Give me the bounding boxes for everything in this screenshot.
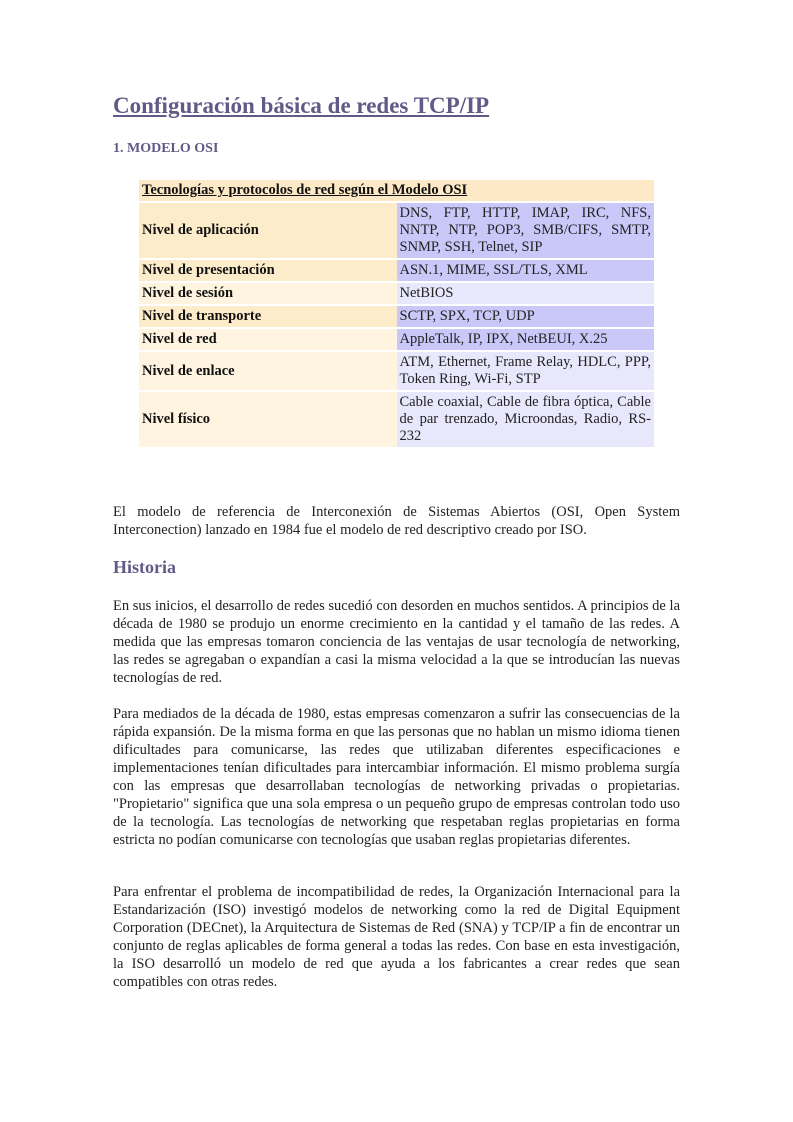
body-paragraph: Para enfrentar el problema de incompatibilidad de redes, la Organización Internacional para la Estandarización (ISO) investigó modelos de networking como la red de Digital Equipment Corporation (DECnet), la Arquitectura de Sistemas de Red (SNA) y TCP/IP a fin de encontrar un conjunto de reglas aplicables de forma general a todas las redes. Con base en esta investigación, la ISO desarrolló un modelo de red que ayuda a los fabricantes a crear redes que sean compatibles con otras redes. (113, 884, 680, 990)
osi-table (139, 178, 654, 449)
body-paragraph: Para mediados de la década de 1980, estas empresas comenzaron a sufrir las consecuencias de la rápida expansión. De la misma forma en que las personas que no hablan un mismo idioma tienen dificultades para comunicarse, las redes que utilizaban diferentes especificaciones e implementaciones tenían dificultades para intercambiar información. El mismo problema surgía con las empresas que desarrollaban tecnologías de networking privadas o propietarias. "Propietario" significa que una sola empresa o un pequeño grupo de empresas controlan todo uso de la tecnología. Las tecnologías de networking que respetaban reglas propietarias en forma estricta no podían comunicarse con tecnologías que usaban reglas propietarias diferentes. (113, 706, 680, 848)
protocols-cell: Cable coaxial, Cable de fibra óptica, Cable de par trenzado, Microondas, Radio, RS-232 (397, 392, 655, 447)
table-row (139, 392, 654, 447)
level-cell: Nivel de red (139, 329, 397, 350)
intro-paragraph: El modelo de referencia de Interconexión de Sistemas Abiertos (OSI, Open System Interconection) lanzado en 1984 fue el modelo de red descriptivo creado por ISO. (113, 504, 680, 538)
historia-heading: Historia (113, 557, 176, 577)
table-row (139, 352, 654, 390)
protocols-cell: ATM, Ethernet, Frame Relay, HDLC, PPP, Token Ring, Wi-Fi, STP (397, 352, 655, 390)
level-cell: Nivel físico (139, 392, 397, 447)
table-row (139, 260, 654, 281)
table-row (139, 203, 654, 258)
protocols-cell: NetBIOS (397, 283, 655, 304)
protocols-cell: ASN.1, MIME, SSL/TLS, XML (397, 260, 655, 281)
level-cell: Nivel de sesión (139, 283, 397, 304)
table-row (139, 306, 654, 327)
table-row (139, 329, 654, 350)
level-cell: Nivel de transporte (139, 306, 397, 327)
table-row (139, 283, 654, 304)
protocols-cell: AppleTalk, IP, IPX, NetBEUI, X.25 (397, 329, 655, 350)
protocols-cell: DNS, FTP, HTTP, IMAP, IRC, NFS, NNTP, NTP, POP3, SMB/CIFS, SMTP, SNMP, SSH, Telnet, SIP (397, 203, 655, 258)
level-cell: Nivel de aplicación (139, 203, 397, 258)
table-header: Tecnologías y protocolos de red según el Modelo OSI (139, 180, 654, 201)
level-cell: Nivel de presentación (139, 260, 397, 281)
protocols-cell: SCTP, SPX, TCP, UDP (397, 306, 655, 327)
level-cell: Nivel de enlace (139, 352, 397, 390)
section-heading: 1. MODELO OSI (113, 141, 219, 156)
body-paragraph: En sus inicios, el desarrollo de redes sucedió con desorden en muchos sentidos. A principios de la década de 1980 se produjo un enorme crecimiento en la cantidad y el tamaño de las redes. A medida que las empresas tomaron conciencia de las ventajas de usar tecnología de networking, las redes se agregaban o expandían a casi la misma velocidad a la que se introducían las nuevas tecnologías de red. (113, 598, 680, 686)
document-title: Configuración básica de redes TCP/IP (113, 93, 490, 118)
table-header-row (139, 180, 654, 201)
